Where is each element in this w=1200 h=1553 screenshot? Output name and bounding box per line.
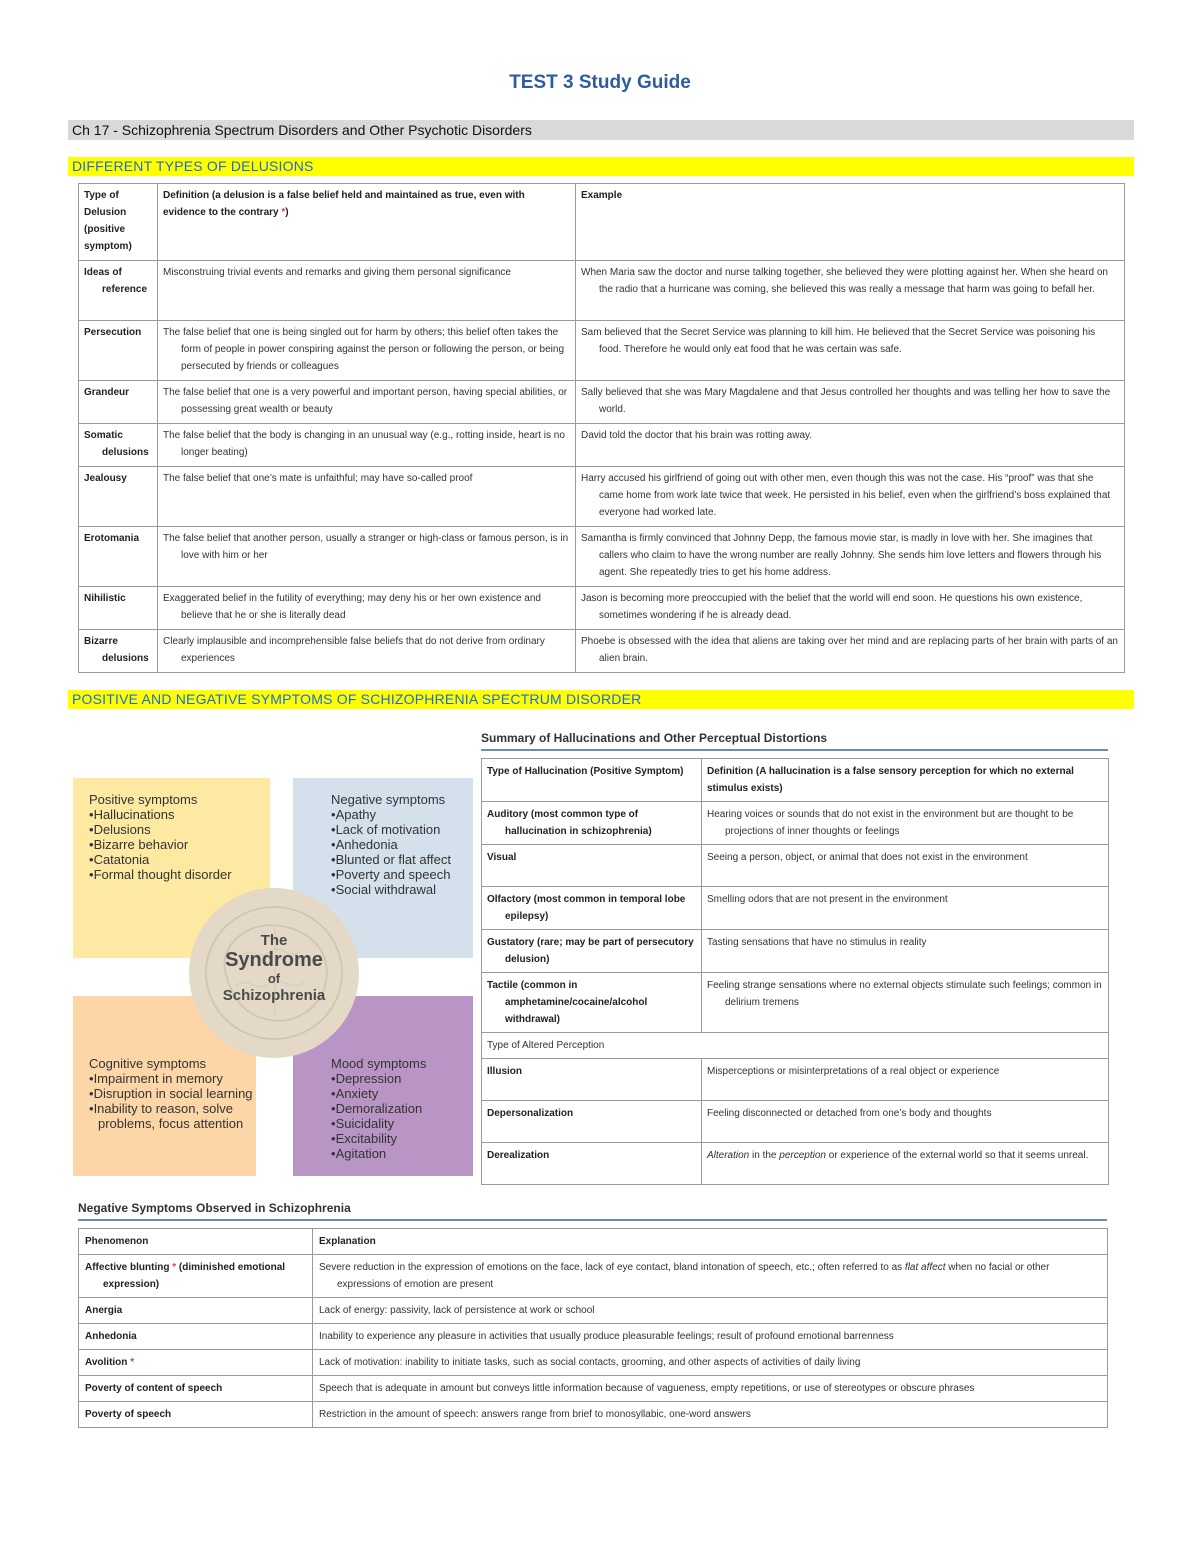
delusion-type-text: Ideas of reference [84,267,148,295]
delusion-type [79,587,158,630]
page-title: TEST 3 Study Guide [509,72,691,93]
hallucinations-rule [481,749,1108,751]
hallucination-type [482,802,702,845]
table-row [482,887,1109,930]
list-item: • Anxiety [331,1086,473,1101]
hallucination-type [482,973,702,1033]
table-row [79,630,1125,673]
list-item: • Social withdrawal [331,882,473,897]
delusion-example-text: Jason is becoming more preoccupied with the belief that the world will end soon. He questions his own existence, sometimes wondering if he is already dead. [581,593,1083,621]
delusion-type-text: Erotomania [84,533,140,544]
list-item: • Disruption in social learning [89,1086,256,1101]
delusion-definition-text: The false belief that one is being singled out for harm by others; this belief often takes the form of people in power conspiring against the person or following the person, or being persecuted by friends or colleagues [163,327,565,372]
list-item: • Inability to reason, solve problems, focus attention [89,1101,256,1131]
altered-definition [702,1101,1109,1143]
delusion-example [576,381,1125,424]
list-item: • Catatonia [89,852,270,867]
hallucination-definition [702,973,1109,1033]
syndrome-center-circle [189,888,359,1058]
table-row-explanation: Inability to experience any pleasure in activities that usually produce pleasurable feelings; result of profound emotional barrenness [313,1324,1108,1350]
delusion-definition-text: Clearly implausible and incomprehensible false beliefs that do not derive from ordinary experiences [163,636,545,664]
hallucination-type [482,845,702,887]
delusion-definition-text: The false belief that one is a very powerful and important person, having special abilities, or possessing great wealth or beauty [163,387,568,415]
delusion-example-text: When Maria saw the doctor and nurse talking together, she believed they were plotting against her. When she heard on the radio that a hurricane was coming, she believed this was really a message that harm was going to befall her. [581,267,1108,295]
hallucination-definition-text: Hearing voices or sounds that do not exist in the environment but are thought to be projections of inner thoughts or feelings [707,809,1074,837]
table-row [79,424,1125,467]
negative-symptoms-title: Negative symptoms [331,792,446,807]
positive-symptoms-title: Positive symptoms [89,792,198,807]
hallucination-type-text: Olfactory (most common in temporal lobe epilepsy) [487,894,686,922]
asterisk: * [130,1357,135,1368]
altered-perception-label: Type of Altered Perception [482,1033,1109,1059]
syndrome-diagram [73,778,473,1176]
table-row [79,381,1125,424]
table-row [482,845,1109,887]
delusion-type [79,527,158,587]
altered-type [482,1143,702,1185]
list-item: • Anhedonia [331,837,473,852]
hallucination-definition [702,845,1109,887]
table-row [79,1324,1108,1350]
table-row-explanation: Speech that is adequate in amount but conveys little information because of vagueness, empty repetitions, or use of stereotypes or obscure phrases [313,1376,1108,1402]
table-row [79,587,1125,630]
hallucination-definition-text: Smelling odors that are not present in the environment [707,894,948,905]
table-row-label: Anergia [79,1298,313,1324]
delusion-type-text: Bizarre delusions [84,636,149,664]
asterisk: * [281,207,286,218]
table-row [79,1402,1108,1428]
positive-symptoms-list [89,807,270,882]
list-item: • Suicidality [331,1116,473,1131]
delusion-type-text: Nihilistic [84,593,126,604]
delusion-definition-text: Misconstruing trivial events and remarks and giving them personal significance [163,267,511,278]
table-row-explanation: Restriction in the amount of speech: answers range from brief to monosyllabic, one-word answers [313,1402,1108,1428]
table-row-label: Poverty of content of speech [79,1376,313,1402]
delusion-type [79,381,158,424]
delusion-example [576,587,1125,630]
altered-definition [702,1143,1109,1185]
delusion-type [79,467,158,527]
hallucination-type-text: Gustatory (rare; may be part of persecutory delusion) [487,937,694,965]
hallucination-type-text: Visual [487,852,517,863]
delusion-example-text: Sam believed that the Secret Service was planning to kill him. He believed that the Secret Service was poisoning his food. Therefore he would only eat food that he was certain was safe. [581,327,1096,355]
delusion-definition [158,467,576,527]
list-item: • Lack of motivation [331,822,473,837]
chapter-heading: Ch 17 - Schizophrenia Spectrum Disorders and Other Psychotic Disorders [68,120,1134,140]
table-row [482,973,1109,1033]
center-line-4: Schizophrenia [222,987,326,1004]
hal-header-type: Type of Hallucination (Positive Symptom) [482,759,702,802]
delusion-example [576,630,1125,673]
table-row [482,1059,1109,1101]
list-item: • Poverty and speech [331,867,473,882]
negative-table-rule [78,1219,1107,1221]
table-row [482,1101,1109,1143]
delusion-definition [158,587,576,630]
delusion-type [79,321,158,381]
altered-type-text: Depersonalization [487,1108,574,1119]
table-row-label: Poverty of speech [79,1402,313,1428]
delusion-type-text: Grandeur [84,387,130,398]
list-item: • Blunted or flat affect [331,852,473,867]
cognitive-symptoms-title: Cognitive symptoms [89,1056,207,1071]
table-row-label: Affective blunting * (diminished emotional expression) [79,1255,313,1298]
negative-symptoms-list [331,807,473,897]
center-line-3: of [267,971,281,986]
hal-header-definition: Definition (A hallucination is a false sensory perception for which no external stimulus exists) [702,759,1109,802]
delusion-example-text: Phoebe is obsessed with the idea that aliens are taking over her mind and are replacing parts of her brain with parts of an alien brain. [581,636,1118,664]
delusion-example-text: Sally believed that she was Mary Magdalene and that Jesus controlled her thoughts and was telling her how to save the world. [581,387,1111,415]
section-heading-symptoms: POSITIVE AND NEGATIVE SYMPTOMS OF SCHIZOPHRENIA SPECTRUM DISORDER [68,690,1134,709]
altered-type-text: Illusion [487,1066,522,1077]
table-row-label: Anhedonia [79,1324,313,1350]
hallucination-definition [702,930,1109,973]
delusion-example-text: Samantha is firmly convinced that Johnny Depp, the famous movie star, is madly in love with her. She imagines that callers who claim to have the wrong number are really Johnny. She sends him love letters and flowers through his agent. She repeatedly tries to get his home address. [581,533,1102,578]
delusion-definition-text: The false belief that one’s mate is unfaithful; may have so-called proof [163,473,473,484]
altered-type [482,1059,702,1101]
list-item: • Demoralization [331,1101,473,1116]
header-example: Example [576,184,1125,261]
delusion-example [576,321,1125,381]
center-line-2: Syndrome [225,949,323,971]
neg-header-phenomenon: Phenomenon [79,1229,313,1255]
center-line-1: The [260,932,288,949]
list-item: • Formal thought disorder [89,867,270,882]
altered-definition-text: Misperceptions or misinterpretations of a real object or experience [707,1066,1000,1077]
delusion-definition [158,424,576,467]
section-heading-delusions: DIFFERENT TYPES OF DELUSIONS [68,157,1134,176]
altered-definition [702,1059,1109,1101]
table-row [482,930,1109,973]
hallucinations-table [481,758,1109,1185]
delusion-type [79,261,158,321]
table-row [79,1298,1108,1324]
table-row [79,467,1125,527]
hallucination-definition-text: Feeling strange sensations where no external objects stimulate such feelings; common in delirium tremens [707,980,1102,1008]
table-row-label: Avolition * [79,1350,313,1376]
hallucination-definition [702,802,1109,845]
table-row [79,261,1125,321]
cognitive-symptoms-list [89,1071,256,1131]
delusion-definition [158,321,576,381]
list-item: • Impairment in memory [89,1071,256,1086]
delusion-type-text: Persecution [84,327,142,338]
delusions-table [78,183,1125,673]
table-row [79,527,1125,587]
table-row [79,321,1125,381]
table-row [482,1033,1109,1059]
hallucination-definition-text: Seeing a person, object, or animal that does not exist in the environment [707,852,1028,863]
asterisk: * [172,1262,177,1273]
hallucinations-title: Summary of Hallucinations and Other Perceptual Distortions [481,731,828,745]
delusion-type-text: Jealousy [84,473,127,484]
delusion-definition [158,630,576,673]
italic-text: Alteration [707,1150,750,1161]
delusion-example [576,527,1125,587]
list-item: • Delusions [89,822,270,837]
altered-definition-text: Alteration in the perception or experience of the external world so that it seems unreal. [707,1150,1089,1161]
negative-table-title: Negative Symptoms Observed in Schizophrenia [78,1201,351,1215]
list-item: • Excitability [331,1131,473,1146]
mood-symptoms-list [331,1071,473,1161]
delusion-example [576,424,1125,467]
table-row [79,1376,1108,1402]
delusion-type [79,424,158,467]
delusion-example-text: Harry accused his girlfriend of going out with other men, even though this was not the case. His “proof” was that she came home from work late twice that week. He persisted in his belief, even when the girlfriend’s boss explained that everyone had worked late. [581,473,1111,518]
delusion-definition [158,261,576,321]
table-row-explanation: Lack of energy: passivity, lack of persistence at work or school [313,1298,1108,1324]
list-item: • Bizarre behavior [89,837,270,852]
altered-definition-text: Feeling disconnected or detached from one’s body and thoughts [707,1108,992,1119]
negative-symptoms-table [78,1228,1108,1428]
hallucination-type [482,887,702,930]
altered-type-text: Derealization [487,1150,550,1161]
list-item: • Depression [331,1071,473,1086]
hallucination-type-text: Tactile (common in amphetamine/cocaine/alcohol withdrawal) [487,980,648,1025]
italic-text: perception [779,1150,826,1161]
delusion-example-text: David told the doctor that his brain was rotting away. [581,430,813,441]
neg-header-explanation: Explanation [313,1229,1108,1255]
hallucination-type [482,930,702,973]
delusion-definition [158,527,576,587]
altered-type [482,1101,702,1143]
header-type: Type of Delusion (positive symptom) [79,184,158,261]
list-item: • Apathy [331,807,473,822]
hallucination-definition-text: Tasting sensations that have no stimulus in reality [707,937,927,948]
table-row-explanation: Lack of motivation: inability to initiate tasks, such as social contacts, grooming, and other aspects of activities of daily living [313,1350,1108,1376]
table-row-explanation: Severe reduction in the expression of emotions on the face, lack of eye contact, bland intonation of speech, etc.; often referred to as flat affect when no facial or other expressions of emotion are present [313,1255,1108,1298]
delusion-type [79,630,158,673]
delusion-definition [158,381,576,424]
list-item: • Agitation [331,1146,473,1161]
table-row [79,1350,1108,1376]
table-row [482,1143,1109,1185]
delusion-type-text: Somatic delusions [84,430,149,458]
delusion-definition-text: Exaggerated belief in the futility of everything; may deny his or her own existence and believe that he or she is literally dead [163,593,541,621]
hallucination-definition [702,887,1109,930]
delusion-example [576,467,1125,527]
delusion-definition-text: The false belief that another person, usually a stranger or high-class or famous person, is in love with him or her [163,533,569,561]
table-row [482,802,1109,845]
mood-symptoms-title: Mood symptoms [331,1056,427,1071]
delusion-example [576,261,1125,321]
hallucination-type-text: Auditory (most common type of hallucination in schizophrenia) [487,809,652,837]
header-definition: Definition (a delusion is a false belief held and maintained as true, even with evidence to the contrary *) [158,184,576,261]
list-item: • Hallucinations [89,807,270,822]
delusion-definition-text: The false belief that the body is changing in an unusual way (e.g., rotting inside, heart is no longer beating) [163,430,565,458]
